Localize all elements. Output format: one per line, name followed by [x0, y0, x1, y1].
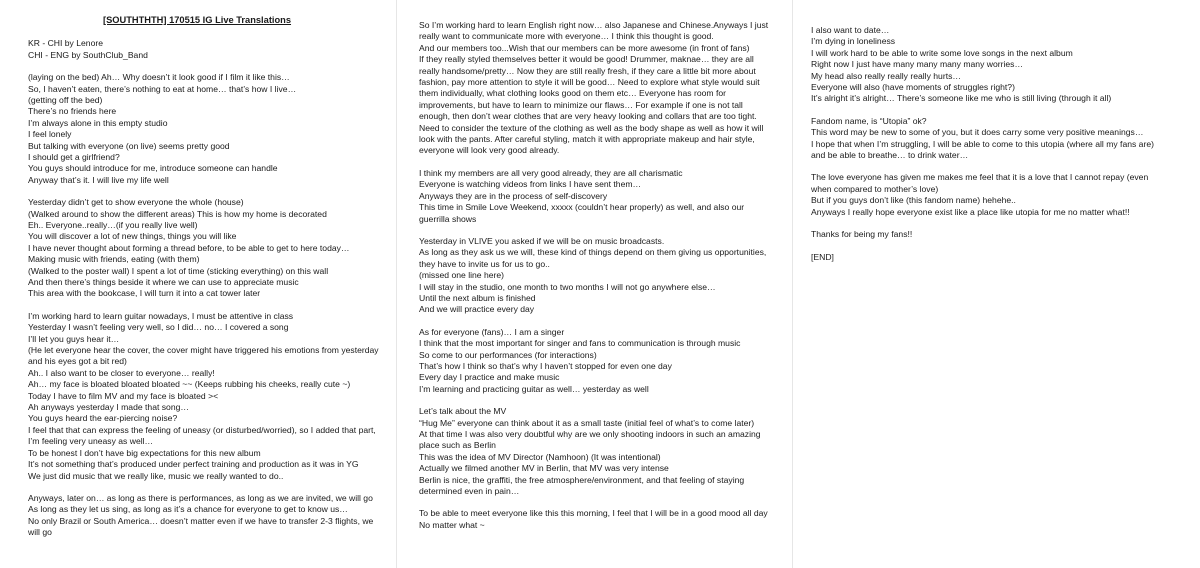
text-line: when compared to mother’s love)	[811, 183, 939, 194]
text-line: This was the idea of MV Director (Namhoon) (It was intentional)	[419, 451, 661, 462]
text-line: So come to our performances (for interactions)	[419, 349, 597, 360]
text-line: improvements, but have to learn to minimize our flaws… For example if one is not tall	[419, 99, 743, 110]
text-line: You guys heard the ear-piercing noise?	[28, 413, 178, 424]
text-line: But talking with everyone (on live) seems pretty good	[28, 140, 230, 151]
text-line: Thanks for being my fans!!	[811, 229, 913, 240]
paragraph	[28, 38, 386, 61]
page-body	[811, 25, 1190, 263]
text-line: And we will practice every day	[419, 304, 535, 315]
text-line: I think that the most important for singer and fans to communication is through music	[419, 338, 741, 349]
text-line: (getting off the bed)	[28, 94, 103, 105]
text-line: You will discover a lot of new things, things you will like	[28, 231, 237, 242]
text-line: fashion, pay more attention to style it will be good… Need to explore what style would suit	[419, 77, 760, 88]
text-line: I’ll let you guys hear it…	[28, 333, 120, 344]
text-line: You guys should introduce for me, introduce someone can handle	[28, 163, 278, 174]
text-line: I will stay in the studio, one month to two months I will not go anywhere else…	[419, 281, 716, 292]
text-line: As long as they ask us we will, these kind of things depend on them giving us opportunities,	[419, 247, 767, 258]
text-line: No matter what ~	[419, 519, 485, 530]
paragraph	[419, 20, 780, 157]
text-line: I’m learning and practicing guitar as well… yesterday as well	[419, 383, 649, 394]
text-line: Today I have to film MV and my face is bloated ><	[28, 390, 219, 401]
text-line: Ah.. I also want to be closer to everyone… really!	[28, 367, 215, 378]
text-line: Everyone will also (have moments of struggles right?)	[811, 82, 1015, 93]
text-line: I will work hard to be able to write some love songs in the next album	[811, 47, 1073, 58]
page-body	[28, 38, 386, 538]
text-line: To be able to meet everyone like this this morning, I feel that I will be in a good mood all day	[419, 508, 768, 519]
text-line: them individually, what clothing looks good on them etc… Everyone has room for	[419, 88, 726, 99]
text-line: Making music with friends, eating (with them)	[28, 254, 200, 265]
text-line: Yesterday I wasn’t feeling very well, so I did… no… I covered a song	[28, 322, 289, 333]
text-line: Yesterday in VLIVE you asked if we will be on music broadcasts.	[419, 235, 665, 246]
paragraph	[419, 406, 780, 497]
text-line: This word may be new to some of you, but it does carry some very positive meanings…	[811, 127, 1144, 138]
text-line: Every day I practice and make music	[419, 372, 560, 383]
text-line: No only Brazil or South America… doesn’t matter even if we have to transfer 2-3 flights, we	[28, 515, 374, 526]
text-line: really want to communicate more with everyone… I think this thought is good.	[419, 31, 714, 42]
paragraph	[28, 197, 386, 300]
text-line: I’m feeling very uneasy as well…	[28, 436, 154, 447]
text-line: And then there’s things beside it where we can use to appreciate music	[28, 277, 299, 288]
text-line: and his eyes got a bit red)	[28, 356, 127, 367]
text-line: We just did music that we really like, music we really wanted to do..	[28, 470, 284, 481]
text-line: Anyways I really hope everyone exist like a place like utopia for me no matter what!!	[811, 206, 1130, 217]
text-line: Fandom name, is “Utopia” ok?	[811, 115, 927, 126]
text-line: The love everyone has given me makes me feel that it is a love that I cannot repay (even	[811, 172, 1149, 183]
text-line: I have never thought about forming a thread before, to be able to get to here today…	[28, 242, 350, 253]
text-line: I also want to date…	[811, 25, 890, 35]
text-line: place such as Berlin	[419, 440, 496, 451]
paragraph	[28, 311, 386, 482]
text-line: So I’m working hard to learn English right now… also Japanese and Chinese.Anyways I just	[419, 20, 769, 30]
text-line: I’m always alone in this empty studio	[28, 117, 168, 128]
text-line: I’m dying in loneliness	[811, 36, 896, 47]
paragraph	[419, 236, 780, 316]
text-line: That’s how I think so that’s why I haven’t stopped for even one day	[419, 360, 672, 371]
text-line: Need to consider the texture of the clothing as well as the body shape as well as how it will	[419, 122, 764, 133]
document-title: [SOUTHTHTH] 170515 IG Live Translations	[102, 15, 292, 25]
text-line: Right now I just have many many many many worries…	[811, 59, 1024, 70]
text-line: (missed one line here)	[419, 270, 505, 281]
text-line: Anyway that’s it. I will live my life well	[28, 174, 169, 185]
text-line: It’s not something that’s produced under perfect training and production as it was in YG	[28, 459, 359, 470]
text-line: My head also really really really hurts…	[811, 70, 961, 81]
text-line: I feel that that can express the feeling of uneasy (or disturbed/worried), so I added that part,	[28, 424, 376, 435]
text-line: As for everyone (fans)… I am a singer	[419, 326, 565, 337]
text-line: and be able to breathe… to drink water…	[811, 150, 969, 161]
document-page-1	[0, 0, 396, 568]
text-line: Berlin is nice, the graffiti, the free atmosphere/environment, and that feeling of staying	[419, 474, 745, 485]
text-line: To be honest I don’t have big expectations for this new album	[28, 447, 261, 458]
text-line: (Walked around to show the different areas) This is how my home is decorated	[28, 208, 327, 219]
paragraph	[419, 508, 780, 531]
text-line: It’s alright it’s alright… There’s someone like me who is still living (through it all)	[811, 93, 1112, 104]
paragraph	[811, 116, 1190, 162]
paragraph	[811, 25, 1190, 105]
text-line: And our members too...Wish that our members can be more awesome (in front of fans)	[419, 42, 750, 53]
text-line: Let’s talk about the MV	[419, 406, 507, 417]
text-line: I feel lonely	[28, 129, 72, 140]
text-line: This time in Smile Love Weekend, xxxxx (couldn’t hear properly) as well, and also our	[419, 202, 745, 213]
text-line: they have to invite us for us to go..	[419, 258, 550, 269]
text-line: Eh.. Everyone..really…(if you really live well)	[28, 219, 198, 230]
text-line: Ah anyways yesterday I made that song…	[28, 402, 189, 413]
text-line: There’s no friends here	[28, 106, 117, 117]
text-line: (Walked to the poster wall) I spent a lot of time (sticking everything) on this wall	[28, 265, 329, 276]
text-line: This area with the bookcase, I will turn it into a cat tower later	[28, 288, 261, 299]
paragraph	[811, 229, 1190, 240]
text-line: Anyways, later on… as long as there is performances, as long as we are invited, we will go	[28, 492, 373, 503]
text-line: I think my members are all very good already, they are all charismatic	[419, 167, 683, 178]
text-line: Until the next album is finished	[419, 292, 536, 303]
text-line: enough, then don’t wear clothes that are very heavy looking and collars that are too tight.	[419, 111, 757, 122]
text-line: Actually we filmed another MV in Berlin, that MV was very intense	[419, 463, 669, 474]
text-line: Anyways they are in the process of self-discovery	[419, 190, 608, 201]
text-line: So, I haven’t eaten, there’s nothing to eat at home… that’s how I live…	[28, 83, 297, 94]
text-line: (He let everyone hear the cover, the cover might have triggered his emotions from yesterday	[28, 345, 379, 356]
text-line: really handsome/pretty… Now they are still really fresh, if they care a little bit more about	[419, 65, 756, 76]
paragraph	[419, 168, 780, 225]
text-line: will go	[28, 527, 52, 538]
document-page-2	[396, 0, 792, 568]
text-line: If they really styled themselves better it would be good! Drummer, maknae… they are all	[419, 54, 754, 65]
text-line: Yesterday didn’t get to show everyone the whole (house)	[28, 197, 244, 208]
text-line: Ah… my face is bloated bloated bloated ~~ (Keeps rubbing his cheeks, really cute ~)	[28, 379, 351, 390]
text-line: At that time I was also very doubtful why are we only shooting indoors in such an amazing	[419, 429, 761, 439]
text-line: Everyone is watching videos from links I have sent them…	[419, 179, 642, 190]
text-line: I’m working hard to learn guitar nowadays, I must be attentive in class	[28, 310, 294, 321]
text-line: As long as they let us sing, as long as it’s a chance for everyone to get to know us…	[28, 504, 348, 515]
document-page-3	[792, 0, 1200, 568]
text-line: [END]	[811, 251, 834, 262]
text-line: guerrilla shows	[419, 213, 477, 224]
text-line: But if you guys don’t like (this fandom name) hehehe..	[811, 195, 1016, 206]
paragraph	[419, 327, 780, 395]
paragraph	[28, 493, 386, 539]
text-line: CHI - ENG by SouthClub_Band	[28, 49, 148, 60]
text-line: KR - CHI by Lenore	[28, 38, 103, 49]
text-line: (laying on the bed) Ah… Why doesn’t it look good if I film it like this…	[28, 72, 290, 83]
text-line: I hope that when I’m struggling, I will be able to come to this utopia (where all my fans are)	[811, 138, 1154, 149]
text-line: I should get a girlfriend?	[28, 151, 120, 162]
page-body	[419, 20, 780, 531]
text-line: “Hug Me” everyone can think about it as a small taste (initial feel of what’s to come later)	[419, 417, 755, 428]
paragraph	[811, 252, 1190, 263]
text-line: determined even in pain…	[419, 486, 520, 497]
paragraph	[811, 172, 1190, 218]
paragraph	[28, 72, 386, 186]
text-line: look with the pants. After careful styling, match it with appropriate makeup and hair style,	[419, 134, 755, 145]
text-line: everyone will look very good already.	[419, 145, 560, 156]
